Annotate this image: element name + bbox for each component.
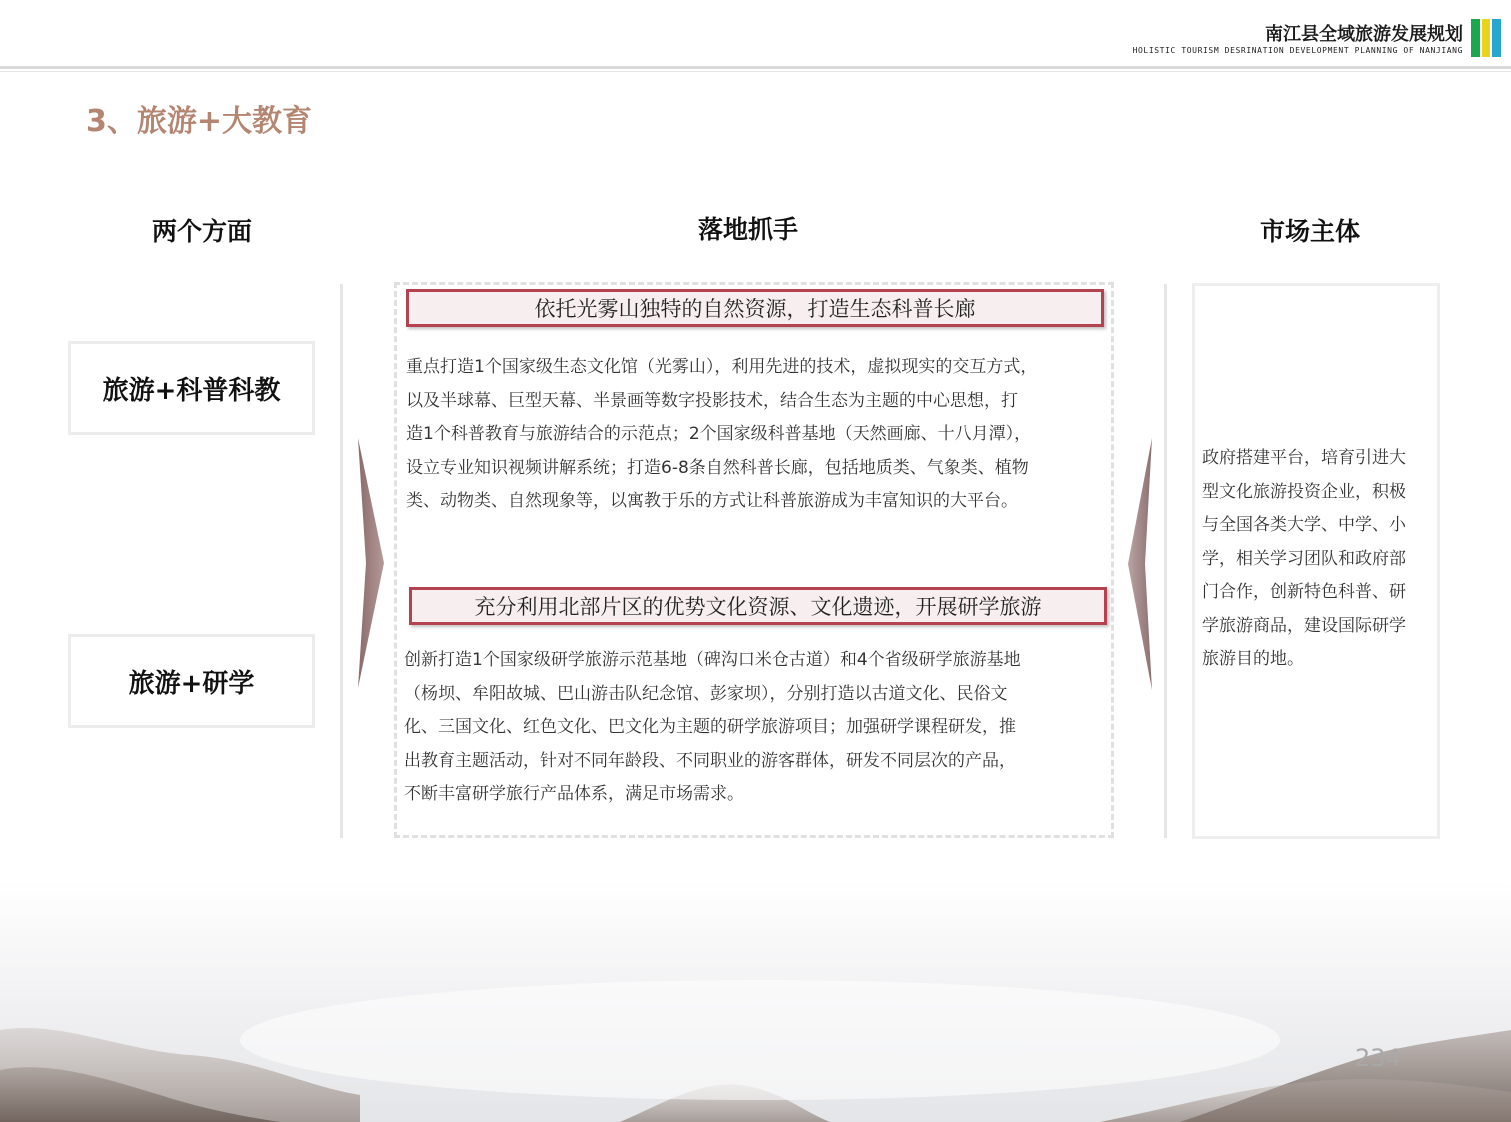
- right-column-heading: 市场主体: [1259, 217, 1360, 246]
- aspect-box-science: [68, 341, 315, 435]
- headline-text: 依托光雾山独特的自然资源，打造生态科普长廊: [534, 297, 976, 321]
- left-arrow-icon: [1128, 438, 1154, 690]
- measure-headline-science: [406, 289, 1104, 327]
- paragraph-line: 类、动物类、自然现象等，以寓教于乐的方式让科普旅游成为丰富知识的大平台。: [406, 491, 1018, 511]
- left-separator: [340, 284, 343, 838]
- paragraph-line: 与全国各类大学、中学、小: [1202, 515, 1406, 535]
- paragraph-line: 设立专业知识视频讲解系统；打造6-8条自然科普长廊，包括地质类、气象类、植物: [406, 457, 1029, 478]
- page-number: 234: [1355, 1044, 1401, 1072]
- yellow-bar: [1482, 19, 1491, 57]
- paragraph-line: 门合作，创新特色科普、研: [1202, 582, 1406, 602]
- paragraph-line: 创新打造1个国家级研学旅游示范基地（碑沟口米仓古道）和4个省级研学旅游基地: [404, 650, 1021, 670]
- left-column-heading: 两个方面: [151, 217, 252, 246]
- paragraph-line: 重点打造1个国家级生态文化馆（光雾山），利用先进的技术，虚拟现实的交互方式，: [406, 357, 1038, 377]
- section-title: 3、旅游+大教育: [86, 104, 313, 139]
- headline-text: 充分利用北部片区的优势文化资源、文化遗迹，开展研学旅游: [474, 595, 1042, 619]
- blue-bar: [1492, 19, 1501, 57]
- paragraph-line: 政府搭建平台，培育引进大: [1202, 448, 1406, 468]
- brand-color-bars: [1471, 19, 1501, 57]
- paragraph-line: 不断丰富研学旅行产品体系，满足市场需求。: [404, 784, 744, 804]
- right-separator: [1164, 284, 1167, 838]
- header-divider: [0, 66, 1511, 69]
- aspect-label: 旅游+科普科教: [102, 375, 281, 406]
- market-paragraph: [1202, 442, 1434, 677]
- paragraph-line: 以及半球幕、巨型天幕、半景画等数字投影技术，结合生态为主题的中心思想，打: [406, 390, 1018, 411]
- document-title: 南江县全域旅游发展规划: [1265, 24, 1463, 45]
- aspect-label: 旅游+研学: [128, 668, 255, 699]
- measure-paragraph-science: [406, 351, 1106, 519]
- document-subtitle: HOLISTIC TOURISM DESRINATION DEVELOPMENT PLANNING OF NANJIANG: [1132, 46, 1463, 55]
- mountain-mist-background: [0, 880, 1511, 1122]
- header-divider-thin: [0, 71, 1511, 72]
- right-arrow-icon: [358, 438, 386, 688]
- paragraph-line: 旅游目的地。: [1202, 649, 1304, 669]
- paragraph-line: 化、三国文化、红色文化、巴文化为主题的研学旅游项目；加强研学课程研发，推: [404, 717, 1016, 737]
- paragraph-line: 型文化旅游投资企业，积极: [1202, 481, 1406, 502]
- paragraph-line: 出教育主题活动，针对不同年龄段、不同职业的游客群体，研发不同层次的产品，: [404, 750, 1016, 771]
- green-bar: [1471, 19, 1480, 57]
- measure-headline-study-tour: [409, 587, 1107, 625]
- paragraph-line: 学，相关学习团队和政府部: [1202, 548, 1406, 569]
- aspect-box-study-tour: [68, 634, 315, 728]
- paragraph-line: （杨坝、牟阳故城、巴山游击队纪念馆、彭家坝），分别打造以古道文化、民俗文: [404, 683, 1008, 704]
- paragraph-line: 造1个科普教育与旅游结合的示范点；2个国家级科普基地（天然画廊、十八月潭），: [406, 424, 1032, 444]
- measure-paragraph-study-tour: [404, 644, 1104, 812]
- paragraph-line: 学旅游商品，建设国际研学: [1202, 615, 1406, 636]
- center-column-heading: 落地抓手: [697, 215, 798, 244]
